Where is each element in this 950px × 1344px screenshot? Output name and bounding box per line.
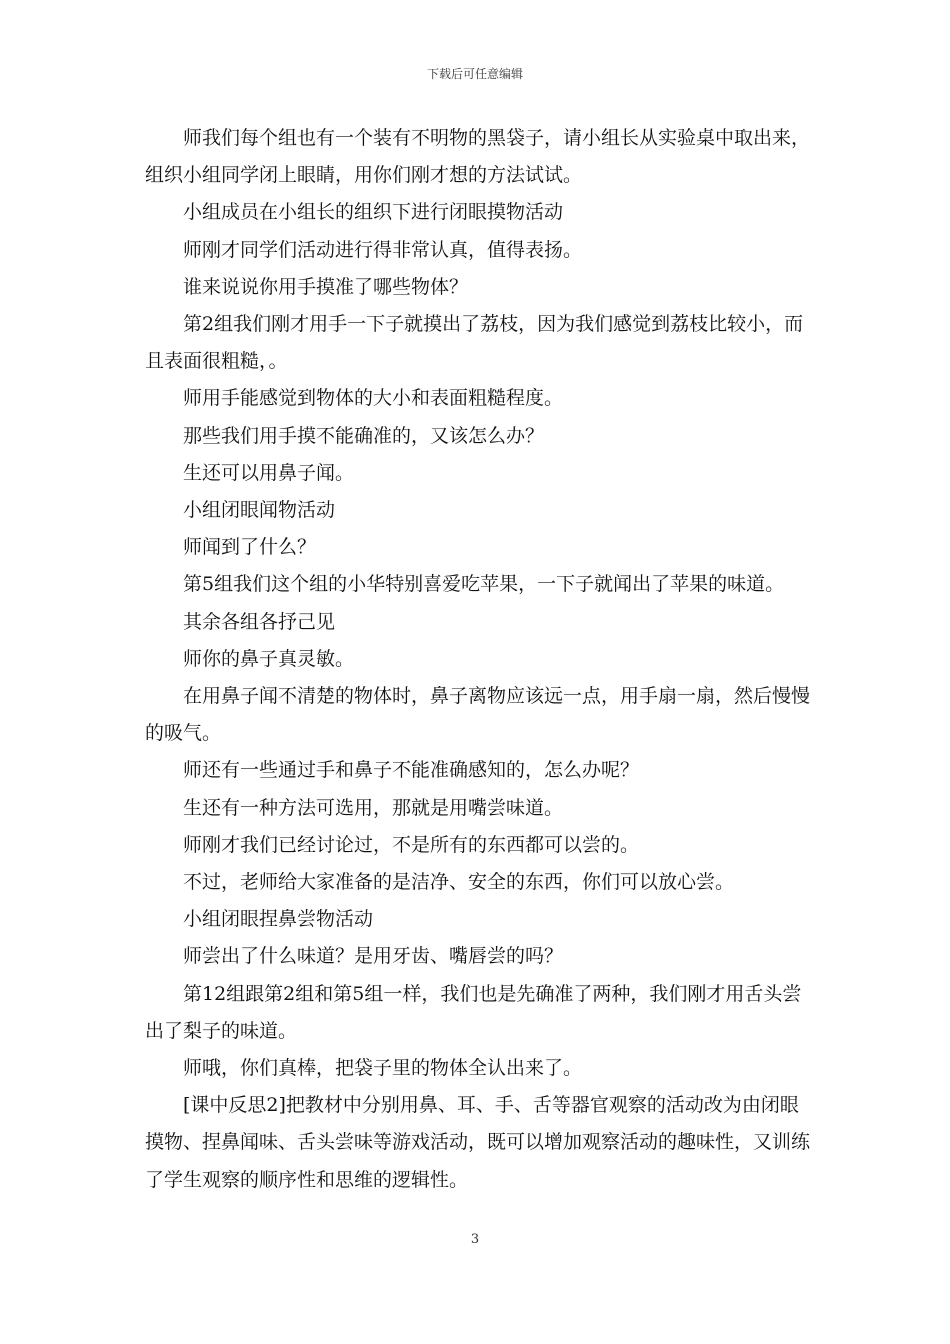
paragraph: 师闻到了什么？ (183, 536, 317, 559)
paragraph: 第2组我们刚才用手一下子就摸出了荔枝，因为我们感觉到荔枝比较小，而且表面很粗糙，。 (145, 313, 804, 373)
paragraph: 在用鼻子闻不清楚的物体时，鼻子离物应该远一点，用手扇一扇，然后慢慢的吸气。 (145, 685, 811, 745)
paragraph: 那些我们用手摸不能确准的，又该怎么办？ (183, 424, 545, 447)
paragraph: 师用手能感觉到物体的大小和表面粗糙程度。 (183, 387, 564, 410)
paragraph: 师刚才同学们活动进行得非常认真，值得表扬。 (183, 238, 583, 261)
paragraph: 其余各组各抒己见 (183, 610, 336, 633)
paragraph: [课中反思2]把教材中分别用鼻、耳、手、舌等器官观察的活动改为由闭眼摸物、捏鼻闻味、舌头尝味等游戏活动，既可以增加观察活动的趣味性，又训练了学生观察的顺序性和思维的逻辑性。 (145, 1094, 811, 1191)
paragraph: 小组闭眼捏鼻尝物活动 (183, 908, 374, 931)
document-body (145, 120, 815, 1199)
paragraph: 师你的鼻子真灵敏。 (183, 647, 355, 670)
paragraph: 小组闭眼闻物活动 (183, 499, 336, 522)
paragraph: 生还有一种方法可选用，那就是用嘴尝味道。 (183, 796, 564, 819)
paragraph: 第5组我们这个组的小华特别喜爱吃苹果，一下子就闻出了苹果的味道。 (183, 573, 785, 596)
page-header: 下载后可任意编辑 (426, 67, 523, 81)
page-number: 3 (470, 1232, 480, 1247)
paragraph: 师哦，你们真棒，把袋子里的物体全认出来了。 (183, 1057, 583, 1080)
paragraph: 师我们每个组也有一个装有不明物的黑袋子，请小组长从实验桌中取出来，组织小组同学闭上眼睛，用你们刚才想的方法试试。 (145, 127, 811, 187)
paragraph: 第12组跟第2组和第5组一样，我们也是先确准了两种，我们刚才用舌头尝出了梨子的味道。 (145, 982, 802, 1042)
paragraph: 谁来说说你用手摸准了哪些物体？ (183, 275, 469, 298)
paragraph: 生还可以用鼻子闻。 (183, 461, 355, 484)
paragraph: 师还有一些通过手和鼻子不能准确感知的，怎么办呢？ (183, 759, 640, 782)
paragraph: 师刚才我们已经讨论过，不是所有的东西都可以尝的。 (183, 833, 640, 856)
paragraph: 师尝出了什么味道？是用牙齿、嘴唇尝的吗？ (183, 945, 564, 968)
paragraph: 小组成员在小组长的组织下进行闭眼摸物活动 (183, 201, 564, 224)
paragraph: 不过，老师给大家准备的是洁净、安全的东西，你们可以放心尝。 (183, 871, 735, 894)
